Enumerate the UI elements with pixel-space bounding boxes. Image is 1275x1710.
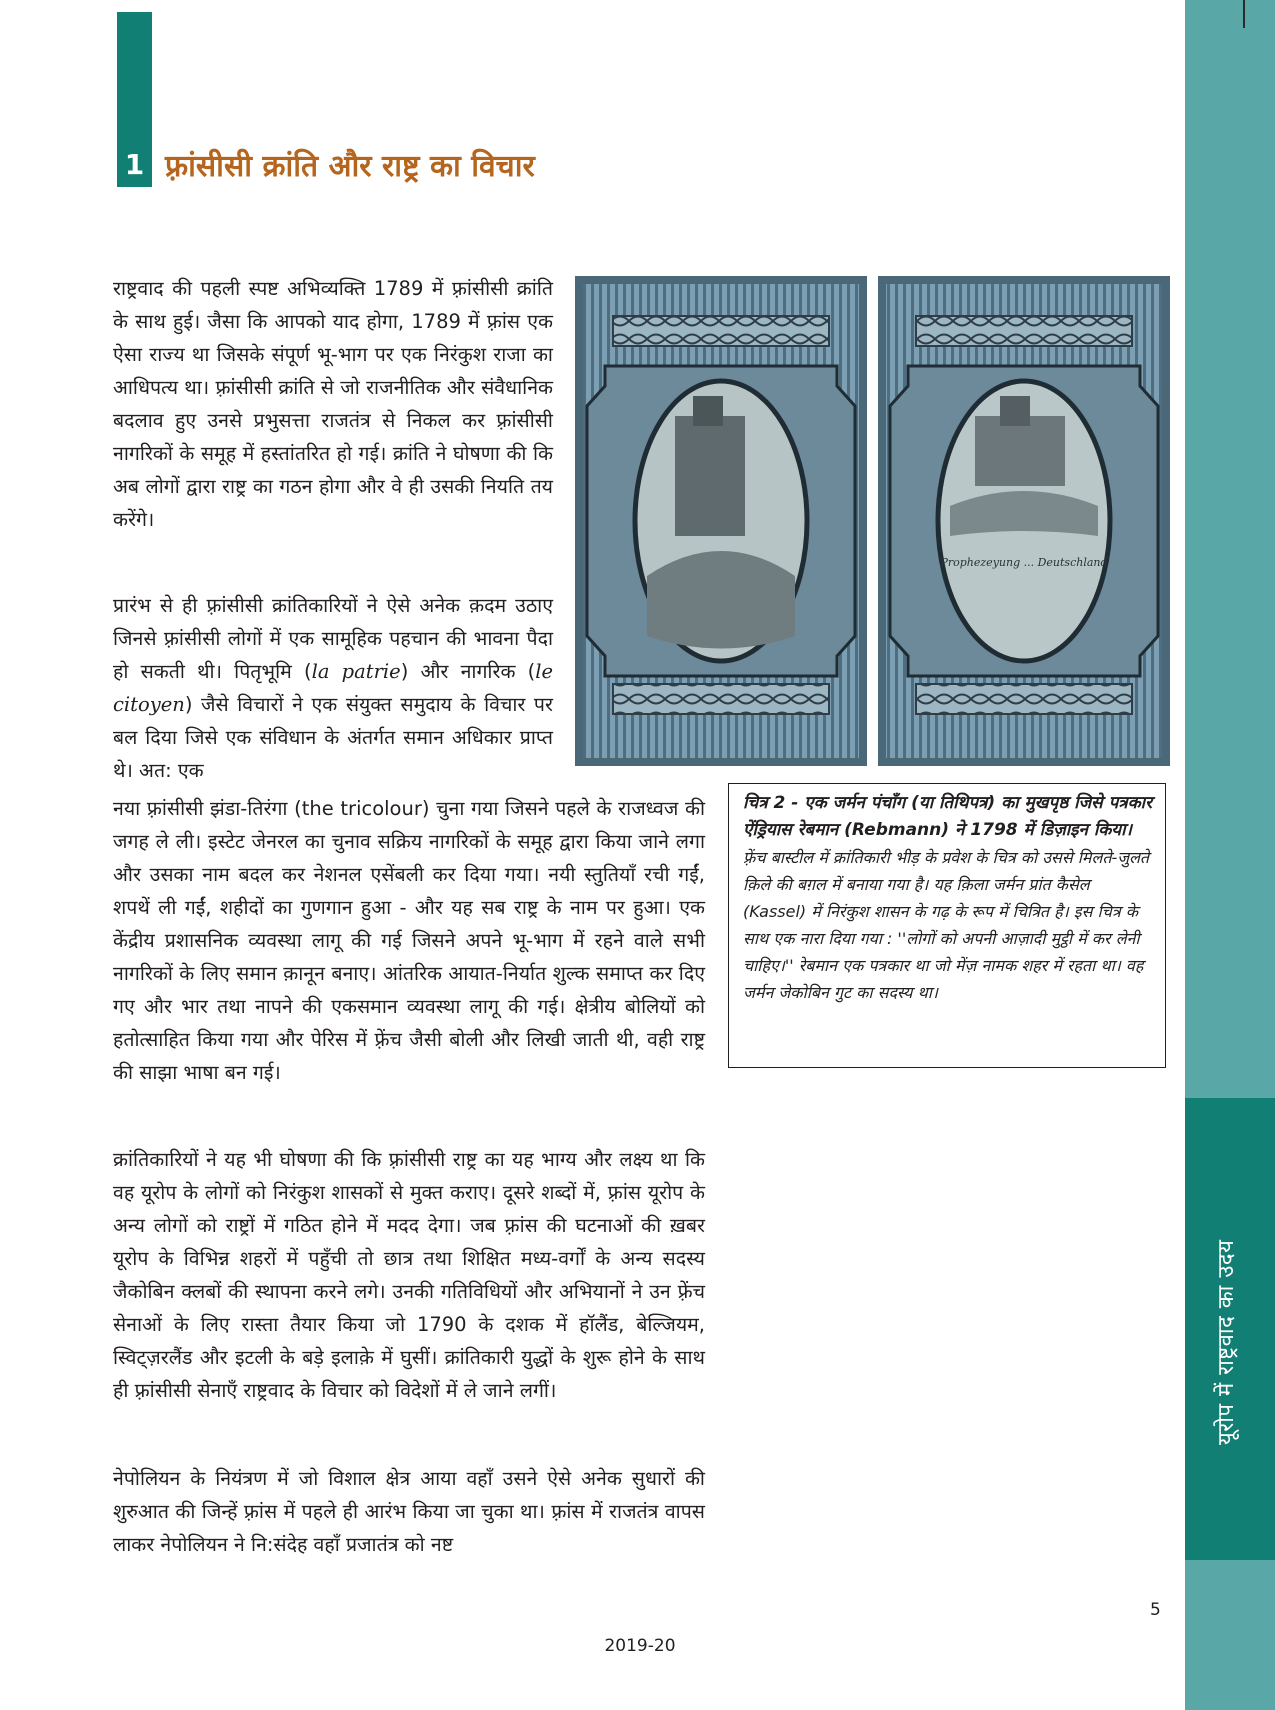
paragraph-2-narrow [113, 589, 553, 787]
side-strip-lower [1185, 1560, 1275, 1710]
almanac-illustration [575, 276, 1170, 776]
paragraph-4: नेपोलियन के नियंत्रण में जो विशाल क्षेत्र आया वहाँ उसने ऐसे अनेक सुधारों की शुरुआत की जिन्हें फ़्रांस में पहले ही आरंभ किया जा चुका था। फ़्रांस में राजतंत्र वापस लाकर नेपोलियन ने नि:संदेह वहाँ प्रजातंत्र को नष्ट [113, 1467, 705, 1556]
paragraph-1: राष्ट्रवाद की पहली स्पष्ट अभिव्यक्ति 1789 में फ़्रांसीसी क्रांति के साथ हुई। जैसा कि आपको याद होगा, 1789 में फ़्रांस एक ऐसा राज्य था जिसके संपूर्ण भू-भाग पर एक निरंकुश राजा का आधिपत्य था। फ़्रांसीसी क्रांति से जो राजनीतिक और संवैधानिक बदलाव हुए उनसे प्रभुसत्ता राजतंत्र से निकल कर फ़्रांसीसी नागरिकों के समूह में हस्तांतरित हो गई। क्रांति ने घोषणा की कि अब लोगों द्वारा राष्ट्र का गठन होगा और वे ही उसकी नियति तय करेंगे। [113, 277, 553, 531]
panel-inscription: Prophezeyung ... Deutschland [940, 556, 1108, 569]
caption-body: फ़्रेंच बास्टील में क्रांतिकारी भीड़ के प्रवेश के चित्र को उससे मिलते-जुलते क़िले की बग़ल में बनाया गया है। यह क़िला जर्मन प्रांत कैसेल (Kassel) में निरंकुश शासन के गढ़ के रूप में चित्रित है। इस चित्र के साथ एक नारा दिया गया : ''लोगों को अपनी आज़ादी मुट्ठी में कर लेनी चाहिए।'' रेबमान एक पत्रकार था जो मेंज़ नामक शहर में रहता था। वह जर्मन जेकोबिन गुट का सदस्य था। [743, 848, 1150, 1002]
paragraph-3: क्रांतिकारियों ने यह भी घोषणा की कि फ़्रांसीसी राष्ट्र का यह भाग्य और लक्ष्य था कि वह यूरोप के लोगों को निरंकुश शासकों से मुक्त कराए। दूसरे शब्दों में, फ़्रांस यूरोप के अन्य लोगों को राष्ट्रों में गठित होने में मदद देगा। जब फ़्रांस की घटनाओं की ख़बर यूरोप के विभिन्न शहरों में पहुँची तो छात्र तथा शिक्षित मध्य-वर्गों के अन्य सदस्य जैकोबिन क्लबों की स्थापना करने लगे। उनकी गतिविधियों और अभियानों ने उन फ़्रेंच सेनाओं के लिए रास्ता तैयार किया जो 1790 के दशक में हॉलैंड, बेल्जियम, स्विट्ज़रलैंड और इटली के बड़े इलाक़े में घुसीं। क्रांतिकारी युद्धों के शुरू होने के साथ ही फ़्रांसीसी सेनाएँ राष्ट्रवाद के विचार को विदेशों में ले जाने लगीं। [113, 1148, 705, 1402]
paragraph-2-text-a: प्रारंभ से ही फ़्रांसीसी क्रांतिकारियों ने ऐसे अनेक क़दम उठाए जिनसे फ़्रांसीसी लोगों में एक सामूहिक पहचान की भावना पैदा हो सकती थी। पितृभूमि ( [113, 594, 553, 683]
crop-mark [1243, 0, 1245, 28]
side-tab-label: यूरोप में राष्ट्रवाद का उदय [1214, 1239, 1239, 1445]
chapter-number: 1 [124, 148, 145, 181]
right-panel [878, 276, 1170, 766]
chapter-title: फ़्रांसीसी क्रांति और राष्ट्र का विचार [165, 149, 535, 184]
paragraph-2-wide: नया फ़्रांसीसी झंडा-तिरंगा (the tricolour) चुना गया जिसने पहले के राजध्वज की जगह ले ली। इस्टेट जेनरल का चुनाव सक्रिय नागरिकों के समूह द्वारा किया जाने लगा और उसका नाम बदल कर नेशनल एसेंबली कर दिया गया। नयी स्तुतियाँ रची गईं, शपथें ली गईं, शहीदों का गुणगान हुआ - और यह सब राष्ट्र के नाम पर हुआ। एक केंद्रीय प्रशासनिक व्यवस्था लागू की गई जिसने अपने भू-भाग में रहने वाले सभी नागरिकों के लिए समान क़ानून बनाए। आंतरिक आयात-निर्यात शुल्क समाप्त कर दिए गए और भार तथा नापने की एकसमान व्यवस्था लागू की गई। क्षेत्रीय बोलियों को हतोत्साहित किया गया और पेरिस में फ़्रेंच जैसी बोली और लिखी जाती थी, वही राष्ट्र की साझा भाषा बन गई। [113, 797, 705, 1084]
almanac-cover-image [575, 276, 1170, 776]
edition-year: 2019-20 [604, 1636, 676, 1656]
left-panel [575, 276, 867, 766]
le-citoyen-term: le citoyen [113, 660, 554, 716]
page-number: 5 [1150, 1600, 1161, 1620]
side-strip [1185, 0, 1275, 1710]
paragraph-2-text-b: ) और नागरिक ( [400, 660, 536, 683]
side-strip-light [1185, 0, 1275, 1098]
caption-title: चित्र 2 - एक जर्मन पंचाँग (या तिथिपत्र) का मुखपृष्ठ जिसे पत्रकार ऐंड्रियास रेबमान (Rebmann) ने 1798 में डिज़ाइन किया। [743, 793, 1153, 840]
figure-caption [728, 783, 1166, 1068]
la-patrie-term: la patrie [311, 660, 401, 683]
paragraph-2-text-c: ) जैसे विचारों ने एक संयुक्त समुदाय के विचार पर बल दिया जिसे एक संविधान के अंतर्गत समान अधिकार प्राप्त थे। अत: एक [113, 693, 553, 782]
